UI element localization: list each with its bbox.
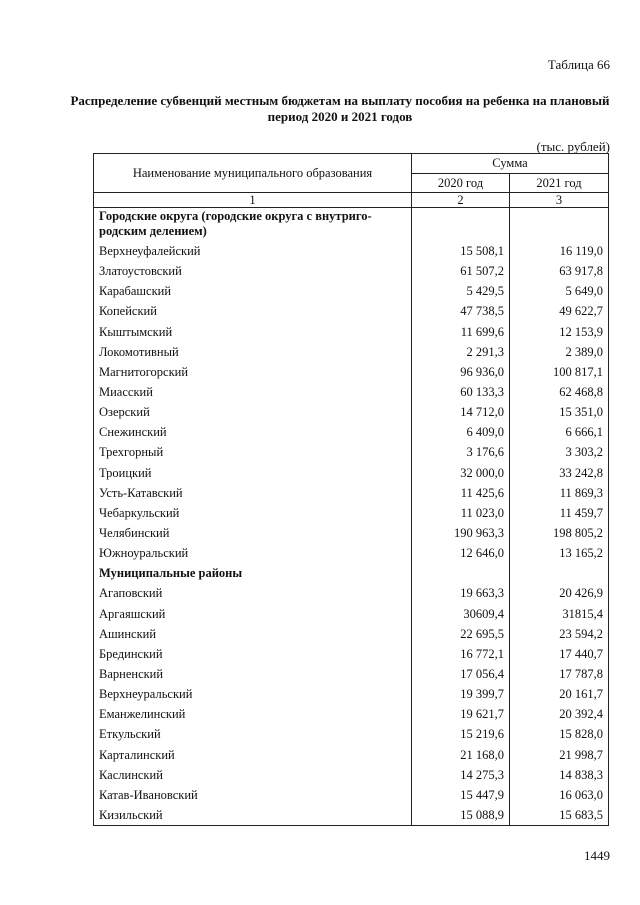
table-row <box>94 422 609 442</box>
amount-2021: 17 787,8 <box>510 664 609 684</box>
table-row <box>94 664 609 684</box>
amount-2020: 61 507,2 <box>412 261 510 281</box>
municipality-name: Копейский <box>94 301 412 321</box>
amount-2021: 63 917,8 <box>510 261 609 281</box>
amount-2020: 3 176,6 <box>412 442 510 462</box>
amount-2021: 23 594,2 <box>510 624 609 644</box>
municipality-name: Аргаяшский <box>94 604 412 624</box>
municipality-name: Каслинский <box>94 765 412 785</box>
table-row <box>94 745 609 765</box>
table-row <box>94 624 609 644</box>
table-row <box>94 644 609 664</box>
municipality-name: Верхнеуфалейский <box>94 241 412 261</box>
table-row <box>94 785 609 805</box>
amount-2020: 14 275,3 <box>412 765 510 785</box>
table-row <box>94 382 609 402</box>
subsidy-table <box>93 153 609 826</box>
column-index-1: 1 <box>94 193 412 208</box>
municipality-name: Магнитогорский <box>94 362 412 382</box>
amount-2021 <box>510 208 609 242</box>
table-row <box>94 342 609 362</box>
municipality-name: Катав-Ивановский <box>94 785 412 805</box>
municipality-name: Верхнеуральский <box>94 684 412 704</box>
amount-2021: 198 805,2 <box>510 523 609 543</box>
amount-2020 <box>412 563 510 583</box>
table-row <box>94 704 609 724</box>
amount-2020: 12 646,0 <box>412 543 510 563</box>
section-row <box>94 208 609 242</box>
table-row <box>94 483 609 503</box>
amount-2021: 17 440,7 <box>510 644 609 664</box>
amount-2021: 11 869,3 <box>510 483 609 503</box>
amount-2020: 19 399,7 <box>412 684 510 704</box>
table-row <box>94 604 609 624</box>
municipality-name: Карабашский <box>94 281 412 301</box>
municipality-name: Южноуральский <box>94 543 412 563</box>
amount-2021: 20 426,9 <box>510 583 609 603</box>
table-row <box>94 765 609 785</box>
table-row <box>94 281 609 301</box>
amount-2020: 16 772,1 <box>412 644 510 664</box>
amount-2020: 190 963,3 <box>412 523 510 543</box>
table-row <box>94 241 609 261</box>
table-row <box>94 543 609 563</box>
municipality-name: Агаповский <box>94 583 412 603</box>
amount-2021: 33 242,8 <box>510 463 609 483</box>
column-header-2020: 2020 год <box>412 173 510 193</box>
municipality-name: Миасский <box>94 382 412 402</box>
municipality-name: Трехгорный <box>94 442 412 462</box>
amount-2020: 60 133,3 <box>412 382 510 402</box>
municipality-name: Брединский <box>94 644 412 664</box>
amount-2020: 47 738,5 <box>412 301 510 321</box>
amount-2021 <box>510 563 609 583</box>
table-row <box>94 503 609 523</box>
page-number: 1449 <box>584 848 610 863</box>
municipality-name: Локомотивный <box>94 342 412 362</box>
municipality-name: Карталинский <box>94 745 412 765</box>
amount-2020: 19 621,7 <box>412 704 510 724</box>
amount-2021: 12 153,9 <box>510 322 609 342</box>
amount-2020: 11 023,0 <box>412 503 510 523</box>
municipality-name: Ашинский <box>94 624 412 644</box>
amount-2021: 15 828,0 <box>510 724 609 744</box>
table-row <box>94 523 609 543</box>
amount-2020: 2 291,3 <box>412 342 510 362</box>
amount-2020: 22 695,5 <box>412 624 510 644</box>
municipality-name: Кизильский <box>94 805 412 826</box>
amount-2021: 49 622,7 <box>510 301 609 321</box>
table-row <box>94 301 609 321</box>
amount-2020: 21 168,0 <box>412 745 510 765</box>
amount-2020: 5 429,5 <box>412 281 510 301</box>
amount-2020: 11 425,6 <box>412 483 510 503</box>
table-row <box>94 684 609 704</box>
amount-2021: 6 666,1 <box>510 422 609 442</box>
table-row <box>94 442 609 462</box>
amount-2020: 32 000,0 <box>412 463 510 483</box>
section-heading: Муниципальные районы <box>94 563 412 583</box>
section-row <box>94 563 609 583</box>
table-row <box>94 261 609 281</box>
column-header-name: Наименование муниципального образования <box>94 154 412 193</box>
table-row <box>94 322 609 342</box>
amount-2020: 15 088,9 <box>412 805 510 826</box>
amount-2020: 15 219,6 <box>412 724 510 744</box>
amount-2021: 16 119,0 <box>510 241 609 261</box>
amount-2021: 62 468,8 <box>510 382 609 402</box>
municipality-name: Кыштымский <box>94 322 412 342</box>
amount-2020: 30609,4 <box>412 604 510 624</box>
table-row <box>94 805 609 826</box>
table-body <box>94 208 609 826</box>
column-index-2: 2 <box>412 193 510 208</box>
amount-2020: 19 663,3 <box>412 583 510 603</box>
amount-2021: 15 683,5 <box>510 805 609 826</box>
amount-2021: 13 165,2 <box>510 543 609 563</box>
column-header-sum: Сумма <box>412 154 609 174</box>
amount-2020: 96 936,0 <box>412 362 510 382</box>
column-header-2021: 2021 год <box>510 173 609 193</box>
table-row <box>94 402 609 422</box>
document-title: Распределение субвенций местным бюджетам на выплату пособия на ребенка на плановый период 2020 и 2021 годов <box>70 93 610 124</box>
table-row <box>94 724 609 744</box>
municipality-name: Троицкий <box>94 463 412 483</box>
municipality-name: Озерский <box>94 402 412 422</box>
municipality-name: Еманжелинский <box>94 704 412 724</box>
amount-2021: 21 998,7 <box>510 745 609 765</box>
units-note: (тыс. рублей) <box>536 139 610 154</box>
amount-2020: 17 056,4 <box>412 664 510 684</box>
column-index-3: 3 <box>510 193 609 208</box>
municipality-name: Снежинский <box>94 422 412 442</box>
amount-2021: 15 351,0 <box>510 402 609 422</box>
amount-2020: 15 508,1 <box>412 241 510 261</box>
amount-2021: 20 392,4 <box>510 704 609 724</box>
table-row <box>94 463 609 483</box>
municipality-name: Челябинский <box>94 523 412 543</box>
amount-2020 <box>412 208 510 242</box>
amount-2020: 6 409,0 <box>412 422 510 442</box>
amount-2020: 11 699,6 <box>412 322 510 342</box>
section-heading: Городские округа (городские округа с внутриго-родским делением) <box>94 208 412 242</box>
amount-2020: 14 712,0 <box>412 402 510 422</box>
amount-2021: 5 649,0 <box>510 281 609 301</box>
amount-2021: 100 817,1 <box>510 362 609 382</box>
amount-2021: 14 838,3 <box>510 765 609 785</box>
municipality-name: Варненский <box>94 664 412 684</box>
amount-2021: 11 459,7 <box>510 503 609 523</box>
table-label: Таблица 66 <box>547 57 610 72</box>
municipality-name: Усть-Катавский <box>94 483 412 503</box>
municipality-name: Златоустовский <box>94 261 412 281</box>
table-row <box>94 362 609 382</box>
amount-2021: 3 303,2 <box>510 442 609 462</box>
municipality-name: Чебаркульский <box>94 503 412 523</box>
amount-2021: 20 161,7 <box>510 684 609 704</box>
table-row <box>94 583 609 603</box>
amount-2020: 15 447,9 <box>412 785 510 805</box>
amount-2021: 2 389,0 <box>510 342 609 362</box>
municipality-name: Еткульский <box>94 724 412 744</box>
amount-2021: 16 063,0 <box>510 785 609 805</box>
amount-2021: 31815,4 <box>510 604 609 624</box>
